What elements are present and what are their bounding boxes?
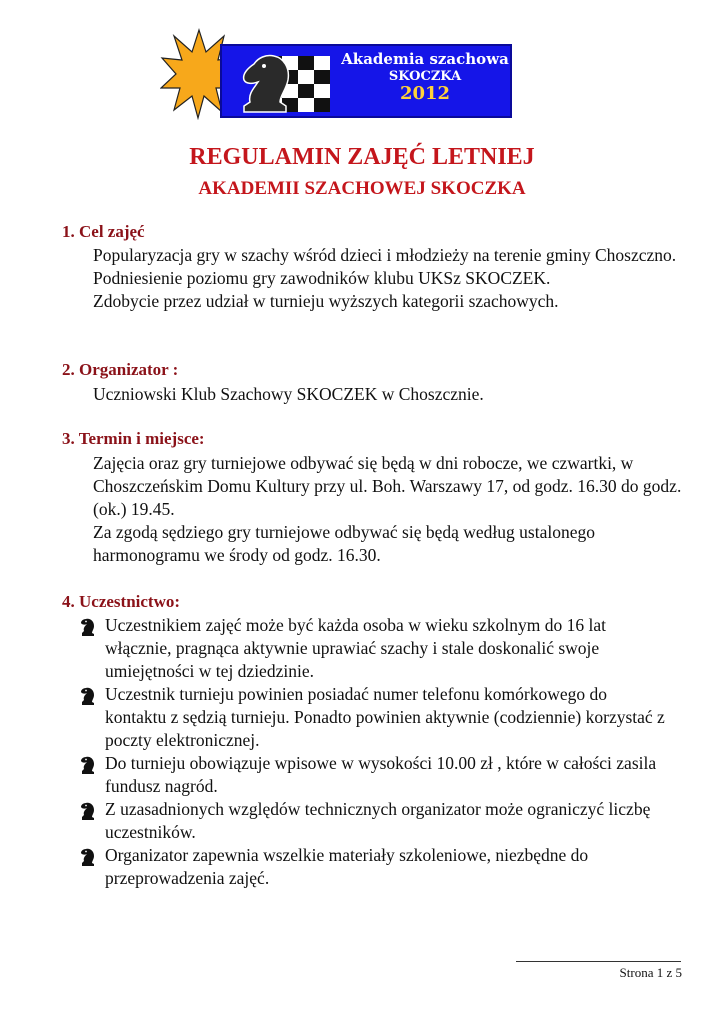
list-item-text: Uczestnikiem zajęć może być każda osoba w wieku szkolnym do 16 lat włącznie, pragnąca aktywnie uprawiać szachy i stale doskonalić swoje umiejętności w tej dziedzinie. (105, 615, 607, 681)
paragraph: Za zgodą sędziego gry turniejowe odbywać się będą według ustalonego harmonogramu we środy od godz. 16.30. (93, 522, 595, 565)
paragraph: Popularyzacja gry w szachy wśród dzieci i młodzieży na terenie gminy Choszczno. (93, 245, 677, 265)
chess-knight-icon (236, 50, 336, 116)
paragraph: Podniesienie poziomu gry zawodników klubu UKSz SKOCZEK. (93, 268, 551, 288)
list-item-text: Z uzasadnionych względów technicznych organizator może ograniczyć liczbę uczestników. (105, 799, 651, 842)
knight-bullet-icon (80, 687, 96, 705)
page-number: Strona 1 z 5 (619, 965, 682, 980)
paragraph: Zdobycie przez udział w turnieju wyższych kategorii szachowych. (93, 291, 559, 311)
section-body (93, 452, 683, 567)
list-item-text: Do turnieju obowiązuje wpisowe w wysokości 10.00 zł , które w całości zasila fundusz nagród. (105, 753, 657, 796)
knight-bullet-icon (80, 848, 96, 866)
paragraph: Zajęcia oraz gry turniejowe odbywać się będą w dni robocze, we czwartki, w Choszczeńskim Domu Kultury przy ul. Boh. Warszawy 17, od godz. 16.30 do godz. (ok.) 19.45. (93, 453, 682, 519)
section-heading: 3. Termin i miejsce: (62, 429, 205, 448)
list-item-text: Uczestnik turnieju powinien posiadać numer telefonu komórkowego do kontaktu z sędzią turnieju. Ponadto powinien aktywnie (codziennie) korzystać z poczty elektronicznej. (105, 684, 665, 750)
document-title: REGULAMIN ZAJĘĆ LETNIEJ (189, 144, 535, 170)
logo-line-2: SKOCZKA (388, 68, 462, 84)
section-body (93, 244, 683, 313)
logo-banner (220, 44, 512, 118)
section-heading: 4. Uczestnictwo: (62, 592, 181, 611)
logo-line-1: Akademia szachowa (341, 50, 509, 68)
knight-bullet-icon (80, 802, 96, 820)
knight-bullet-icon (80, 756, 96, 774)
section-heading: 2. Organizator : (62, 360, 179, 379)
knight-bullet-icon (80, 618, 96, 636)
academy-logo (160, 28, 515, 120)
list-item-text: Organizator zapewnia wszelkie materiały szkoleniowe, niezbędne do przeprowadzenia zajęć. (105, 845, 589, 888)
section-body (93, 383, 683, 406)
logo-year: 2012 (399, 83, 451, 105)
section-heading: 1. Cel zajęć (62, 222, 145, 241)
footer-divider (516, 961, 681, 962)
paragraph: Uczniowski Klub Szachowy SKOCZEK w Choszcznie. (93, 384, 484, 404)
document-subtitle: AKADEMII SZACHOWEJ SKOCZKA (198, 178, 526, 199)
